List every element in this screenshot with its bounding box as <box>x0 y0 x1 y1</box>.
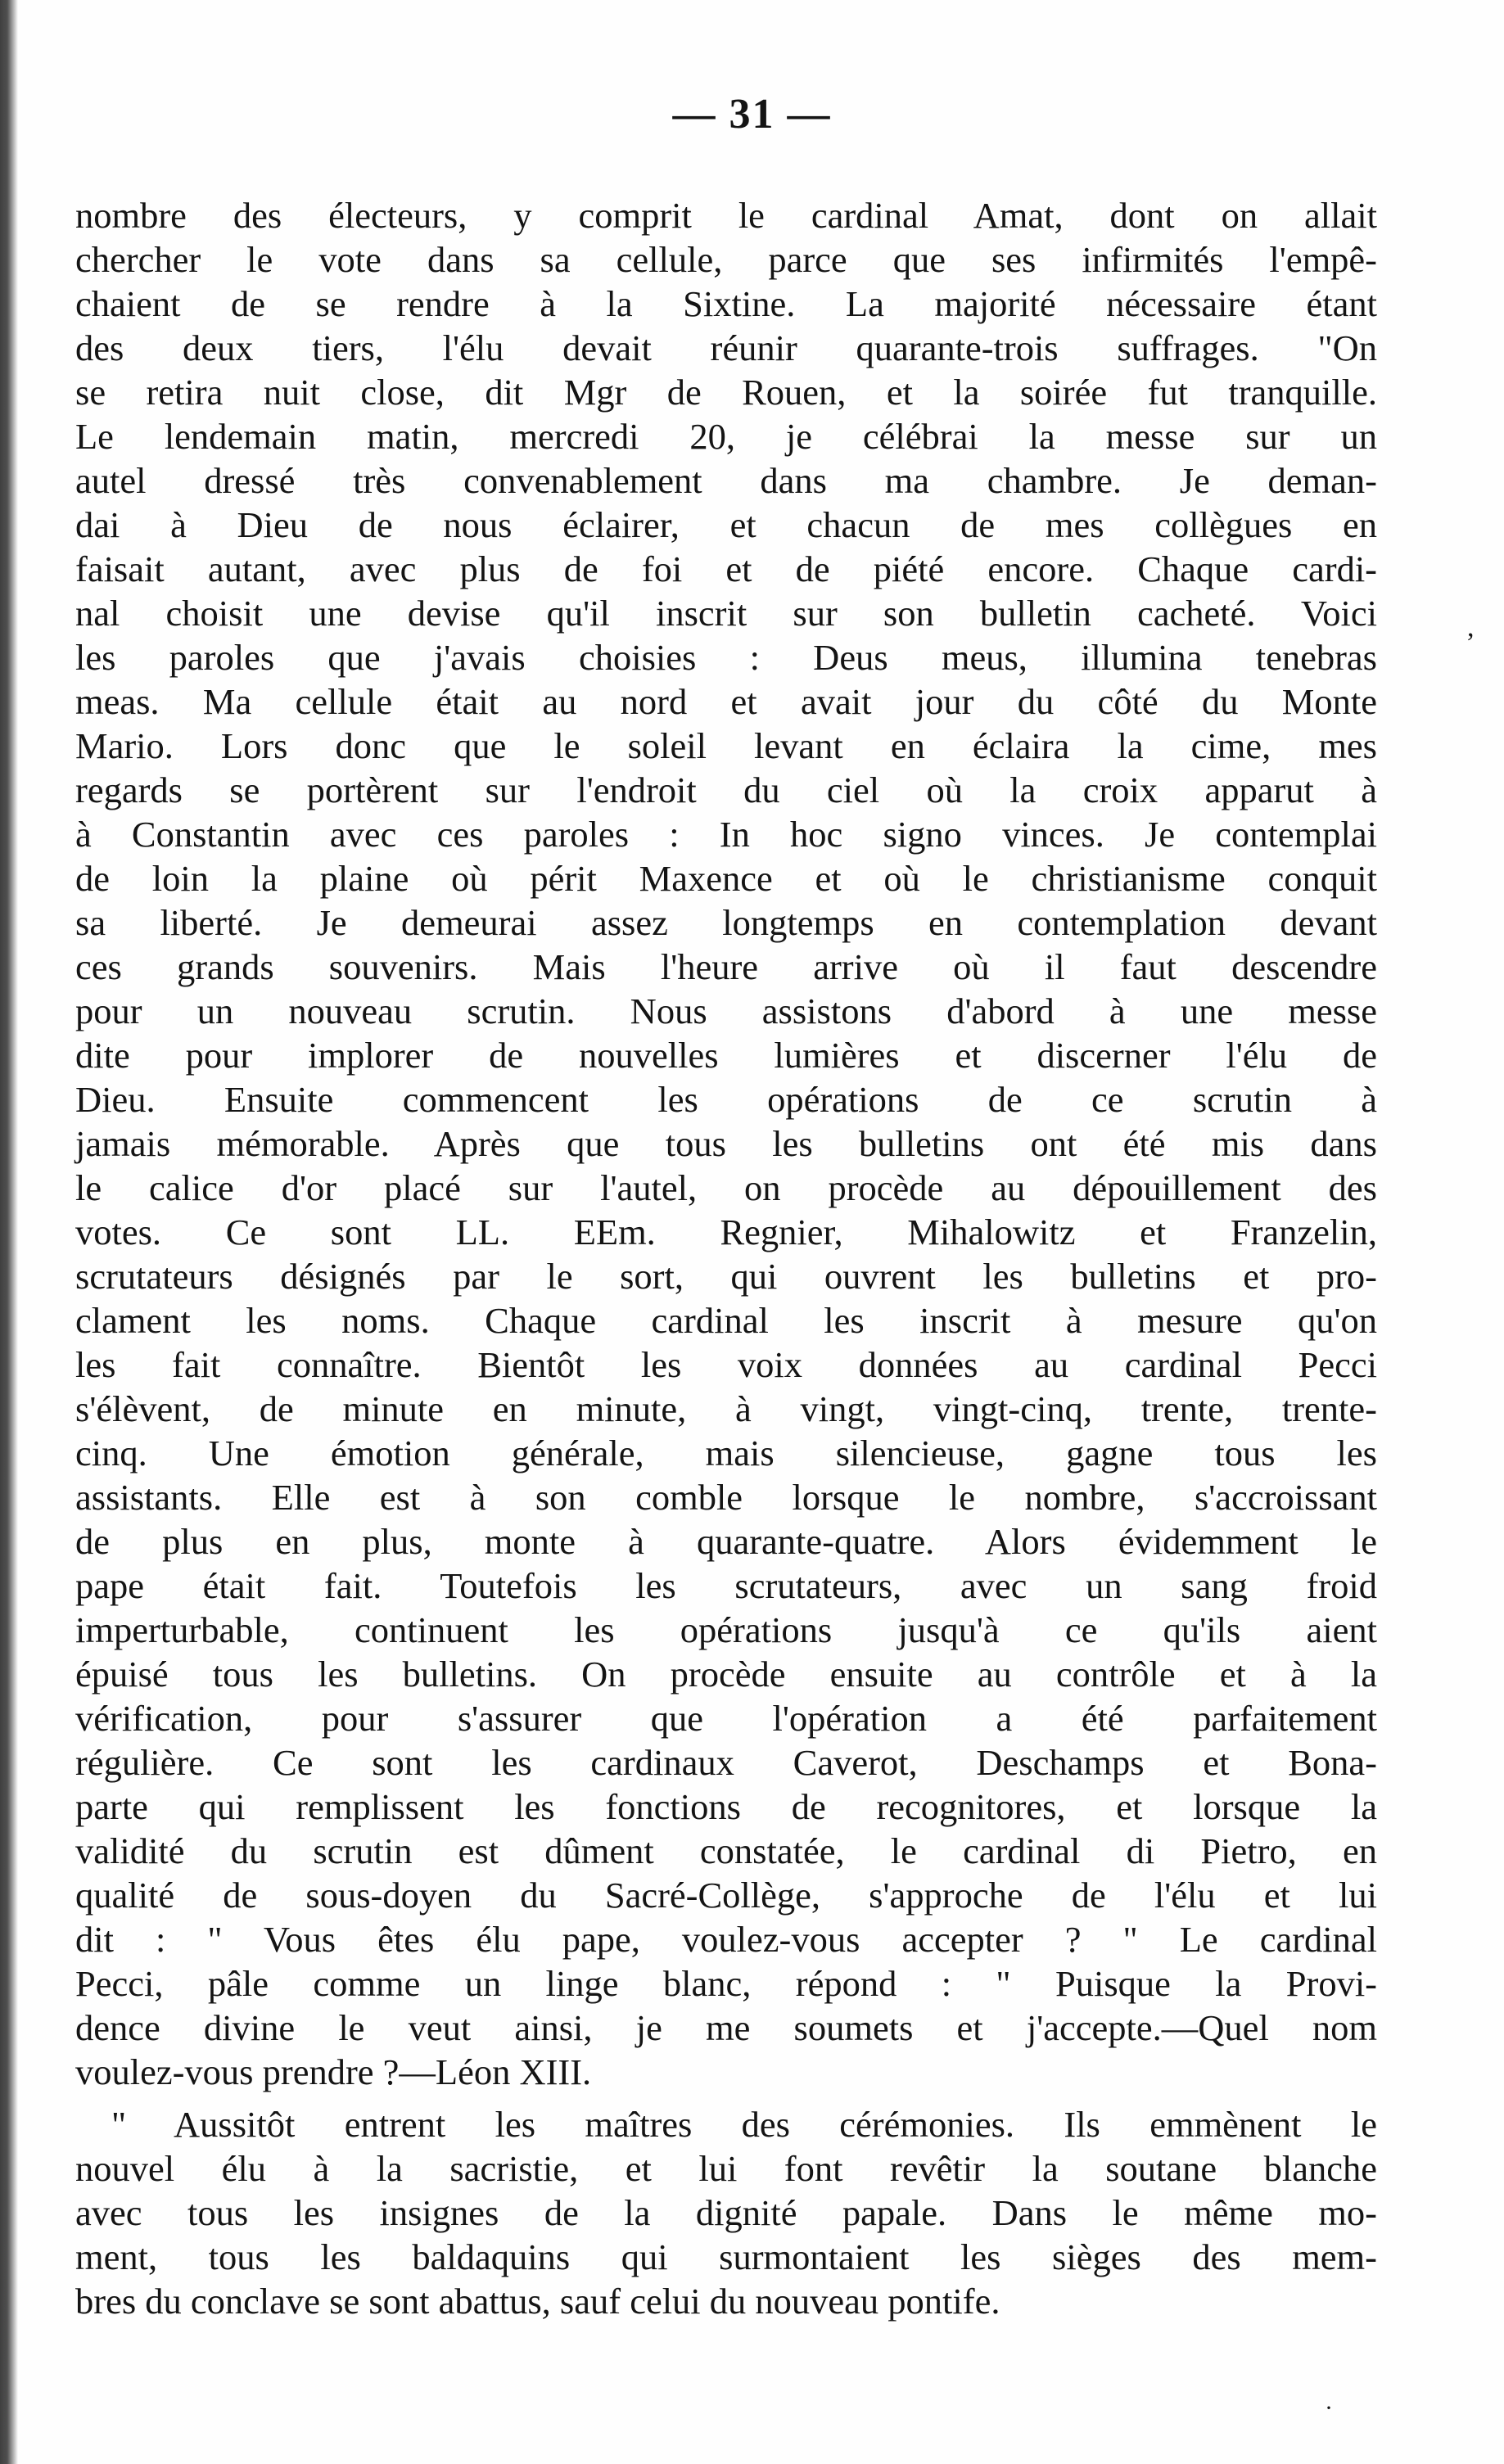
ink-speck: · <box>1325 2394 1333 2421</box>
text-line: dit : " Vous êtes élu pape, voulez-vous accepter ? " Le cardinal <box>75 1919 1377 1960</box>
text-line: cinq. Une émotion générale, mais silencieuse, gagne tous les <box>75 1433 1377 1473</box>
text-line: régulière. Ce sont les cardinaux Caverot, Deschamps et Bona- <box>75 1742 1377 1783</box>
text-line: de loin la plaine où périt Maxence et où le christianisme conquit <box>75 858 1377 899</box>
text-line: s'élèvent, de minute en minute, à vingt, vingt-cinq, trente, trente- <box>75 1388 1377 1429</box>
text-line: chercher le vote dans sa cellule, parce que ses infirmités l'empê- <box>75 239 1377 280</box>
text-line: " Aussitôt entrent les maîtres des cérémonies. Ils emmènent le <box>111 2104 1377 2145</box>
text-line: qualité de sous-doyen du Sacré-Collège, s'approche de l'élu et lui <box>75 1875 1377 1916</box>
text-line: le calice d'or placé sur l'autel, on procède au dépouillement des <box>75 1167 1377 1208</box>
text-line: voulez-vous prendre ?—Léon XIII. <box>75 2051 592 2092</box>
text-line: regards se portèrent sur l'endroit du ciel où la croix apparut à <box>75 769 1377 810</box>
text-line: ment, tous les baldaquins qui surmontaient les sièges des mem- <box>75 2236 1377 2277</box>
text-line: Mario. Lors donc que le soleil levant en éclaira la cime, mes <box>75 725 1377 766</box>
text-line: bres du conclave se sont abattus, sauf celui du nouveau pontife. <box>75 2281 1000 2322</box>
text-line: avec tous les insignes de la dignité papale. Dans le même mo- <box>75 2192 1377 2233</box>
text-line: à Constantin avec ces paroles : In hoc signo vinces. Je contemplai <box>75 814 1377 855</box>
text-line: jamais mémorable. Après que tous les bulletins ont été mis dans <box>75 1123 1377 1164</box>
text-line: faisait autant, avec plus de foi et de piété encore. Chaque cardi- <box>75 548 1377 589</box>
text-line: des deux tiers, l'élu devait réunir quarante-trois suffrages. "On <box>75 327 1377 368</box>
paragraph-gap <box>75 2094 1377 2102</box>
text-line: parte qui remplissent les fonctions de recognitores, et lorsque la <box>75 1786 1377 1827</box>
page-number: — 31 — <box>672 91 832 138</box>
text-line: les paroles que j'avais choisies : Deus meus, illumina tenebras <box>75 637 1377 678</box>
text-line: dai à Dieu de nous éclairer, et chacun de mes collègues en <box>75 504 1377 545</box>
text-line: dite pour implorer de nouvelles lumières et discerner l'élu de <box>75 1035 1377 1076</box>
text-line: ces grands souvenirs. Mais l'heure arrive où il faut descendre <box>75 946 1377 987</box>
text-line: nal choisit une devise qu'il inscrit sur son bulletin cacheté. Voici <box>75 593 1377 634</box>
text-line: scrutateurs désignés par le sort, qui ouvrent les bulletins et pro- <box>75 1256 1377 1297</box>
text-line: clament les noms. Chaque cardinal les inscrit à mesure qu'on <box>75 1300 1377 1341</box>
paragraph <box>75 2102 1377 2323</box>
text-line: validité du scrutin est dûment constatée, le cardinal di Pietro, en <box>75 1830 1377 1871</box>
text-line: chaient de se rendre à la Sixtine. La majorité nécessaire étant <box>75 283 1377 324</box>
text-line: sa liberté. Je demeurai assez longtemps en contemplation devant <box>75 902 1377 943</box>
text-line: les fait connaître. Bientôt les voix données au cardinal Pecci <box>75 1344 1377 1385</box>
text-line: votes. Ce sont LL. EEm. Regnier, Mihalowitz et Franzelin, <box>75 1212 1377 1252</box>
text-line: Dieu. Ensuite commencent les opérations de ce scrutin à <box>75 1079 1377 1120</box>
text-line: de plus en plus, monte à quarante-quatre. Alors évidemment le <box>75 1521 1377 1562</box>
text-line: Le lendemain matin, mercredi 20, je célébrai la messe sur un <box>75 416 1377 457</box>
text-line: épuisé tous les bulletins. On procède ensuite au contrôle et à la <box>75 1654 1377 1695</box>
text-line: vérification, pour s'assurer que l'opération a été parfaitement <box>75 1698 1377 1739</box>
margin-mark: , <box>1467 612 1475 643</box>
text-line: pape était fait. Toutefois les scrutateurs, avec un sang froid <box>75 1565 1377 1606</box>
text-line: autel dressé très convenablement dans ma chambre. Je deman- <box>75 460 1377 501</box>
text-line: assistants. Elle est à son comble lorsque le nombre, s'accroissant <box>75 1477 1377 1518</box>
text-line: se retira nuit close, dit Mgr de Rouen, et la soirée fut tranquille. <box>75 372 1377 413</box>
body-text <box>75 193 1377 2323</box>
text-line: nombre des électeurs, y comprit le cardinal Amat, dont on allait <box>75 195 1377 236</box>
paragraph <box>75 193 1377 2094</box>
text-line: dence divine le veut ainsi, je me soumets et j'accepte.—Quel nom <box>75 2007 1377 2048</box>
text-line: imperturbable, continuent les opérations jusqu'à ce qu'ils aient <box>75 1609 1377 1650</box>
text-line: pour un nouveau scrutin. Nous assistons d'abord à une messe <box>75 991 1377 1031</box>
text-line: meas. Ma cellule était au nord et avait jour du côté du Monte <box>75 681 1377 722</box>
text-line: nouvel élu à la sacristie, et lui font revêtir la soutane blanche <box>75 2148 1377 2189</box>
binding-shadow <box>0 0 18 2464</box>
text-line: Pecci, pâle comme un linge blanc, répond : " Puisque la Provi- <box>75 1963 1377 2004</box>
